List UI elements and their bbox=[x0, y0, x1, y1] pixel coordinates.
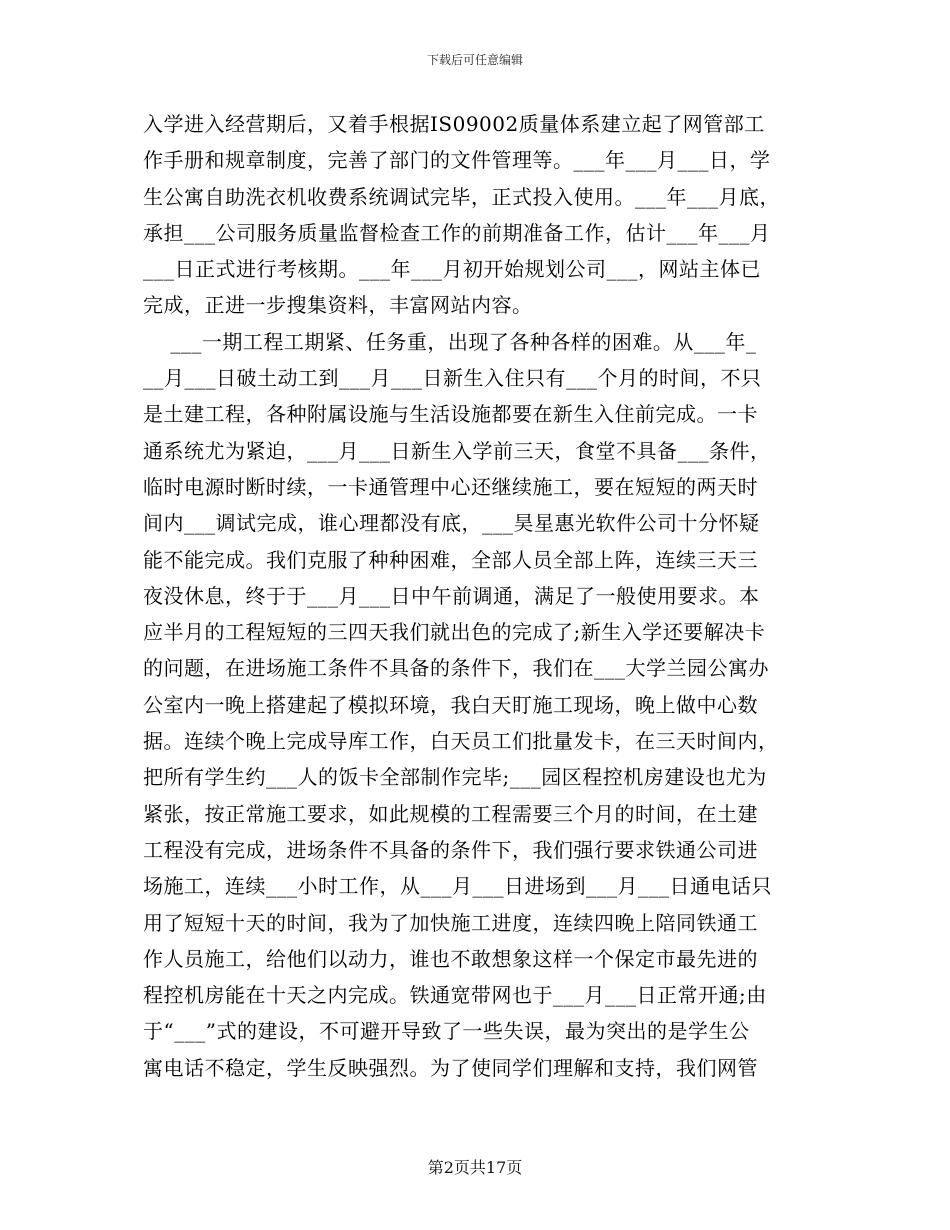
document-body bbox=[143, 106, 808, 1086]
text-line: 用了短短十天的时间，我为了加快施工进度，连续四晚上陪同铁通工 bbox=[143, 910, 758, 935]
text-line: __月___日破土动工到___月___日新生入住只有___个月的时间，不只 bbox=[143, 366, 762, 391]
text-line: 紧张，按正常施工要求，如此规模的工程需要三个月的时间，在土建 bbox=[143, 801, 758, 826]
text-line: 公室内一晚上搭建起了模拟环境，我白天盯施工现场，晚上做中心数 bbox=[143, 692, 758, 717]
text-line: 承担___公司服务质量监督检查工作的前期准备工作，估计___年___月 bbox=[143, 220, 771, 245]
text-line: 完成，正进一步搜集资料，丰富网站内容。 bbox=[143, 293, 533, 318]
text-line: 作手册和规章制度，完善了部门的文件管理等。___年___月___日，学 bbox=[143, 148, 771, 173]
paragraph-1 bbox=[143, 106, 808, 324]
text-line: ___一期工程工期紧、任务重，出现了各种各样的困难。从___年_ bbox=[143, 329, 757, 354]
text-line: 把所有学生约___人的饭卡全部制作完毕;___园区程控机房建设也尤为 bbox=[143, 765, 767, 790]
text-line: 临时电源时断时续，一卡通管理中心还继续施工，要在短短的两天时 bbox=[143, 474, 758, 499]
page-header: 下载后可任意编辑 bbox=[426, 53, 523, 67]
text-line: 能不能完成。我们克服了种种困难，全部人员全部上阵，连续三天三 bbox=[143, 547, 758, 572]
text-line: 应半月的工程短短的三四天我们就出色的完成了;新生入学还要解决卡 bbox=[143, 620, 766, 645]
text-line: 作人员施工，给他们以动力，谁也不敢想象这样一个保定市最先进的 bbox=[143, 946, 758, 971]
text-line: ___日正式进行考核期。___年___月初开始规划公司___，网站主体已 bbox=[143, 257, 761, 282]
text-line: 入学进入经营期后，又着手根据IS09002质量体系建立起了网管部工 bbox=[143, 112, 765, 136]
text-line: 间内___调试完成，谁心理都没有底，___昊星惠光软件公司十分怀疑 bbox=[143, 511, 760, 536]
text-line: 场施工，连续___小时工作，从___月___日进场到___月___日通电话只 bbox=[143, 874, 772, 899]
text-line: 夜没休息，终于于___月___日中午前调通，满足了一般使用要求。本 bbox=[143, 583, 760, 608]
text-line: 通系统尤为紧迫，___月___日新生入学前三天，食堂不具备___条件， bbox=[143, 438, 771, 463]
text-line: 是土建工程，各种附属设施与生活设施都要在新生入住前完成。一卡 bbox=[143, 402, 758, 427]
text-line: 于“___”式的建设，不可避开导致了一些失误，最为突出的是学生公 bbox=[143, 1019, 750, 1044]
text-line: 程控机房能在十天之内完成。铁通宽带网也于___月___日正常开通;由 bbox=[143, 983, 767, 1008]
text-line: 寓电话不稳定，学生反映强烈。为了使同学们理解和支持，我们网管 bbox=[143, 1055, 758, 1080]
text-line: 生公寓自助洗衣机收费系统调试完毕，正式投入使用。___年___月底， bbox=[143, 184, 780, 209]
paragraph-2 bbox=[143, 324, 808, 1086]
text-line: 工程没有完成，进场条件不具备的条件下，我们强行要求铁通公司进 bbox=[143, 837, 758, 862]
text-line: 的问题，在进场施工条件不具备的条件下，我们在___大学兰园公寓办 bbox=[143, 656, 769, 681]
text-line: 据。连续个晚上完成导库工作，白天员工们批量发卡，在三天时间内， bbox=[143, 729, 779, 754]
page-number: 第2页共17页 bbox=[427, 1158, 523, 1177]
